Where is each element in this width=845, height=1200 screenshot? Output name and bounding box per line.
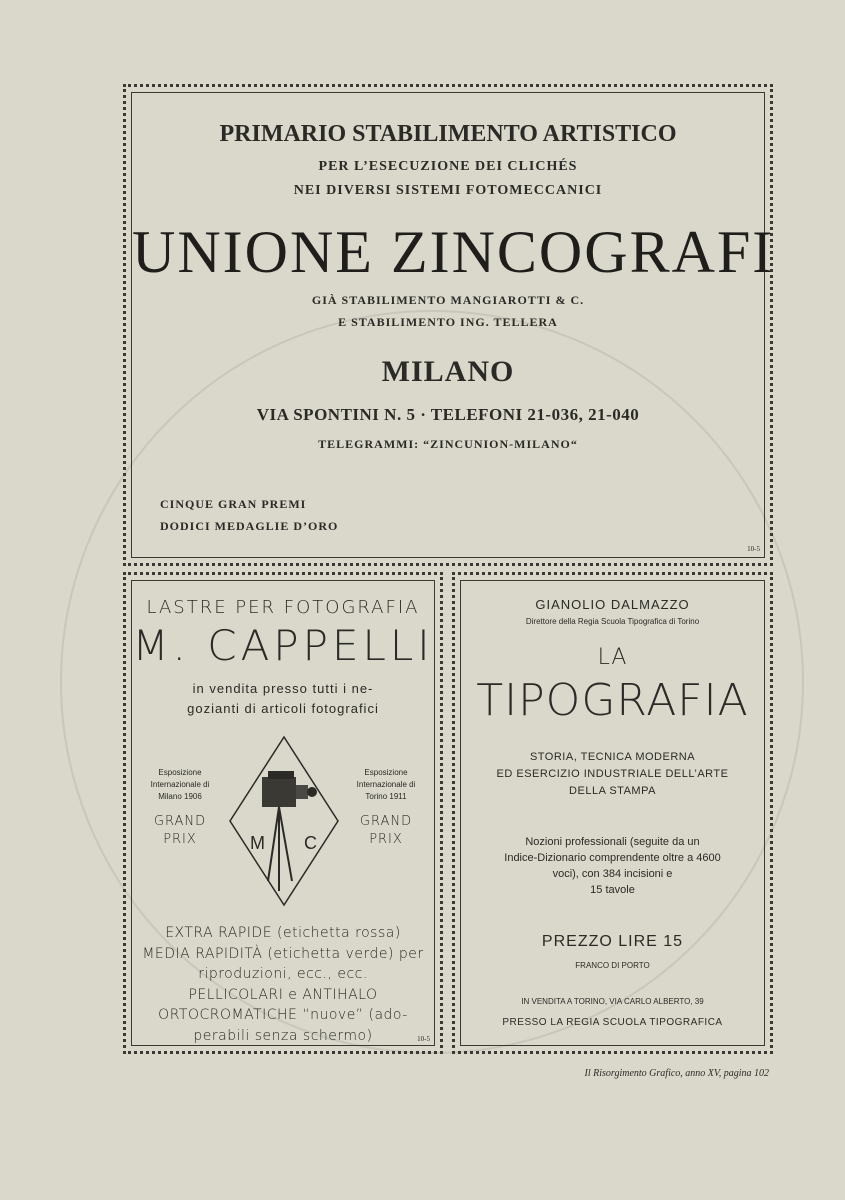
left-ad [123,572,443,1054]
top-ad [123,84,773,566]
notes-line-4: 15 tavole [590,884,635,896]
subtitle-line-3: DELLA STAMPA [569,785,656,797]
prize-right [346,813,426,849]
product-list [132,923,434,1046]
telegrams: TELEGRAMMI: “ZINCUNION-MILANO“ [318,437,578,451]
book-price: PREZZO LIRE 15 [541,933,684,950]
notes-line-2: Indice-Dizionario comprendente oltre a 4600 [504,852,721,864]
page-footer: Il Risorgimento Grafico, anno XV, pagina 102 [584,1068,769,1079]
shipping-note: FRANCO DI PORTO [575,961,650,970]
camera-diamond-logo [224,731,344,911]
awards-line1: CINQUE GRAN PREMI [160,497,307,511]
prize-right-line2: PRIX [369,832,403,847]
notes-line-3: voci), con 384 incisioni e [552,868,673,880]
prize-left [140,813,220,849]
sale-line-1: IN VENDITA A TORINO, VIA CARLO ALBERTO, 39 [521,997,704,1006]
sale-line-2: PRESSO LA REGIA SCUOLA TIPOGRAFICA [502,1017,723,1028]
left-ad-inner-frame [131,580,435,1046]
prize-left-line1: GRAND [153,814,207,829]
right-ad [452,572,773,1054]
expo-left-line2: Internazionale di [150,780,210,789]
author-role: Direttore della Regia Scuola Tipografica di Torino [525,617,700,626]
book-notes [461,834,764,898]
left-ad-sub2: gozianti di articoli fotografici [187,701,379,716]
former-line1: GIÀ STABILIMENTO MANGIAROTTI & C. [311,293,585,307]
left-ad-headline: LASTRE PER FOTOGRAFIA [146,597,420,618]
expo-right-line2: Internazionale di [356,780,416,789]
product-line-2: MEDIA RAPIDITÀ (etichetta verde) per [142,945,424,962]
book-subtitle [461,749,764,800]
company-name: UNIONE ZINCOGRAFI [132,219,775,285]
top-ad-code: 10-5 [747,545,760,553]
expo-left-line3: Milano 1906 [158,792,202,801]
expo-right-line3: Torino 1911 [365,792,407,801]
book-title: TIPOGRAFIA [476,675,749,726]
product-line-3: riproduzioni, ecc., ecc. [198,966,368,982]
product-line-4: PELLICOLARI e ANTIHALO [188,986,378,1003]
expo-left [140,767,220,803]
diamond-frame [230,737,338,905]
city: MILANO [381,355,515,388]
prize-right-line1: GRAND [359,814,413,829]
right-ad-inner-frame [460,580,765,1046]
awards-line2: DODICI MEDAGLIE D’ORO [160,519,339,533]
expo-right [346,767,426,803]
logo-letter-m: M [250,833,265,853]
product-line-6: perabili senza schermo) [193,1027,373,1044]
notes-line-1: Nozioni professionali (seguite da un [525,836,700,848]
author-name: GIANOLIO DALMAZZO [535,597,690,612]
address: VIA SPONTINI N. 5 · TELEFONI 21-036, 21-040 [256,405,640,424]
product-line-1: EXTRA RAPIDE (etichetta rossa) [165,925,401,941]
left-ad-code: 10-5 [417,1035,430,1043]
subtitle-line-2: ED ESERCIZIO INDUSTRIALE DELL’ARTE [496,768,729,780]
former-line2: E STABILIMENTO ING. TELLERA [338,315,558,329]
product-line-5: ORTOCROMATICHE “nuove” (ado- [158,1007,408,1023]
left-ad-sub1: in vendita presso tutti i ne- [192,681,374,696]
expo-right-line1: Esposizione [364,768,408,777]
top-ad-line3: NEI DIVERSI SISTEMI FOTOMECCANICI [293,183,603,198]
top-ad-line1: PRIMARIO STABILIMENTO ARTISTICO [219,121,677,147]
brand-name: M. CAPPELLI [132,621,434,670]
book-title-small: LA [597,645,628,670]
top-ad-inner-frame [131,92,775,558]
expo-left-line1: Esposizione [158,768,202,777]
logo-letter-c: C [304,833,317,853]
prize-left-line2: PRIX [163,832,197,847]
subtitle-line-1: STORIA, TECNICA MODERNA [529,751,696,763]
top-ad-line2: PER L’ESECUZIONE DEI CLICHÉS [318,159,578,174]
camera-icon [262,771,317,891]
